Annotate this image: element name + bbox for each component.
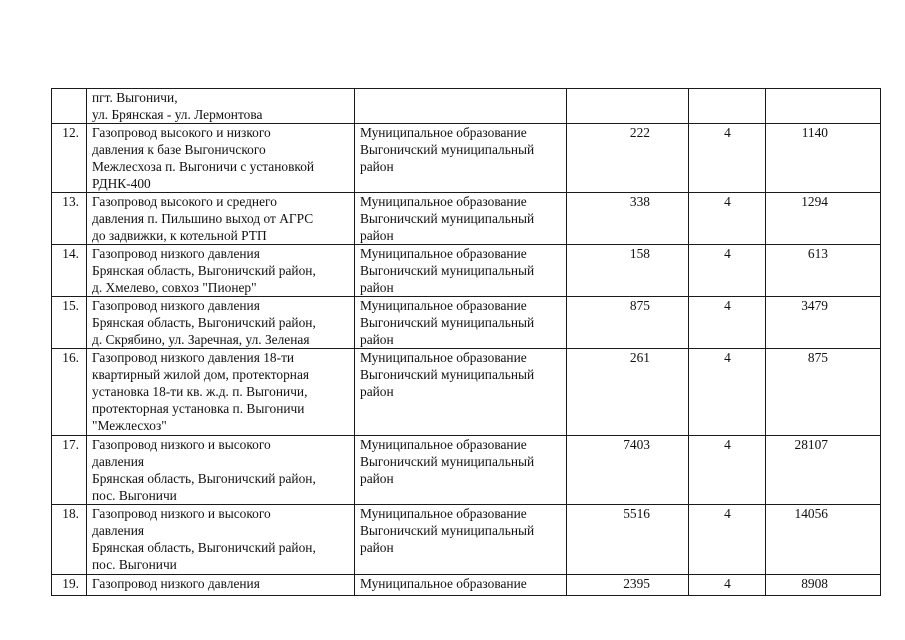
object-name-cell bbox=[87, 245, 355, 297]
object-name-cell bbox=[87, 349, 355, 436]
table-row bbox=[52, 193, 881, 245]
owner-cell bbox=[355, 349, 567, 436]
table-row bbox=[52, 245, 881, 297]
object-name-cell bbox=[87, 436, 355, 505]
owner-line: Муниципальное образование bbox=[360, 246, 527, 261]
table-row bbox=[52, 505, 881, 575]
category-cell: 4 bbox=[689, 297, 766, 349]
row-number-cell: 17. bbox=[52, 436, 87, 505]
object-name-line: протекторная установка п. Выгоничи bbox=[92, 401, 305, 416]
owner-line: Муниципальное образование bbox=[360, 576, 527, 591]
object-name-line: д. Скрябино, ул. Заречная, ул. Зеленая bbox=[92, 332, 310, 347]
value-cell: 1140 bbox=[766, 124, 881, 193]
value-cell: 1294 bbox=[766, 193, 881, 245]
owner-cell bbox=[355, 436, 567, 505]
object-name-cell bbox=[87, 297, 355, 349]
length-cell: 158 bbox=[567, 245, 689, 297]
owner-cell bbox=[355, 297, 567, 349]
object-name-line: пос. Выгоничи bbox=[92, 488, 177, 503]
owner-line: Выгоничский муниципальный bbox=[360, 523, 535, 538]
length-cell: 2395 bbox=[567, 575, 689, 596]
object-name-line: установка 18-ти кв. ж.д. п. Выгоничи, bbox=[92, 384, 308, 399]
owner-line: Выгоничский муниципальный bbox=[360, 211, 535, 226]
owner-line: Муниципальное образование bbox=[360, 350, 527, 365]
object-name-line: д. Хмелево, совхоз "Пионер" bbox=[92, 280, 257, 295]
object-name-line: давления bbox=[92, 523, 145, 538]
owner-line: Муниципальное образование bbox=[360, 194, 527, 209]
value-cell: 28107 bbox=[766, 436, 881, 505]
row-number-cell: 12. bbox=[52, 124, 87, 193]
row-number-cell bbox=[52, 89, 87, 124]
object-name-line: пгт. Выгоничи, bbox=[92, 90, 178, 105]
owner-line: район bbox=[360, 384, 394, 399]
object-name-line: Брянская область, Выгоничский район, bbox=[92, 315, 316, 330]
table-row bbox=[52, 436, 881, 505]
table-row bbox=[52, 297, 881, 349]
table-row bbox=[52, 89, 881, 124]
object-name-line: пос. Выгоничи bbox=[92, 557, 177, 572]
category-cell: 4 bbox=[689, 436, 766, 505]
object-name-line: до задвижки, к котельной РТП bbox=[92, 228, 267, 243]
value-cell: 875 bbox=[766, 349, 881, 436]
owner-line: Муниципальное образование bbox=[360, 125, 527, 140]
owner-line: Выгоничский муниципальный bbox=[360, 263, 535, 278]
length-cell: 338 bbox=[567, 193, 689, 245]
object-name-line: "Межлесхоз" bbox=[92, 418, 167, 433]
value-cell: 613 bbox=[766, 245, 881, 297]
owner-cell bbox=[355, 245, 567, 297]
table-body bbox=[52, 89, 881, 596]
length-cell: 7403 bbox=[567, 436, 689, 505]
table-row bbox=[52, 575, 881, 596]
category-cell: 4 bbox=[689, 193, 766, 245]
row-number-cell: 15. bbox=[52, 297, 87, 349]
owner-line: район bbox=[360, 332, 394, 347]
object-name-line: Газопровод низкого давления bbox=[92, 576, 260, 591]
owner-line: Муниципальное образование bbox=[360, 298, 527, 313]
object-name-cell bbox=[87, 505, 355, 575]
object-name-line: Брянская область, Выгоничский район, bbox=[92, 263, 316, 278]
category-cell: 4 bbox=[689, 349, 766, 436]
row-number-cell: 14. bbox=[52, 245, 87, 297]
row-number-cell: 16. bbox=[52, 349, 87, 436]
object-name-line: Межлесхоза п. Выгоничи с установкой bbox=[92, 159, 315, 174]
owner-line: Муниципальное образование bbox=[360, 437, 527, 452]
owner-cell bbox=[355, 89, 567, 124]
object-name-cell bbox=[87, 575, 355, 596]
row-number-cell: 18. bbox=[52, 505, 87, 575]
object-name-cell bbox=[87, 89, 355, 124]
object-name-line: Газопровод низкого и высокого bbox=[92, 437, 271, 452]
object-name-cell bbox=[87, 124, 355, 193]
object-name-line: Газопровод низкого давления 18-ти bbox=[92, 350, 295, 365]
category-cell: 4 bbox=[689, 124, 766, 193]
length-cell: 261 bbox=[567, 349, 689, 436]
category-cell bbox=[689, 89, 766, 124]
owner-line: район bbox=[360, 228, 394, 243]
length-cell: 875 bbox=[567, 297, 689, 349]
object-name-line: давления к базе Выгоничского bbox=[92, 142, 266, 157]
object-name-line: Брянская область, Выгоничский район, bbox=[92, 540, 316, 555]
object-name-line: Газопровод низкого давления bbox=[92, 246, 260, 261]
object-name-cell bbox=[87, 193, 355, 245]
owner-line: Выгоничский муниципальный bbox=[360, 315, 535, 330]
category-cell: 4 bbox=[689, 575, 766, 596]
category-cell: 4 bbox=[689, 505, 766, 575]
owner-cell bbox=[355, 505, 567, 575]
owner-cell bbox=[355, 124, 567, 193]
pipeline-registry-table bbox=[51, 88, 881, 596]
owner-line: Выгоничский муниципальный bbox=[360, 454, 535, 469]
length-cell: 5516 bbox=[567, 505, 689, 575]
object-name-line: квартирный жилой дом, протекторная bbox=[92, 367, 310, 382]
object-name-line: давления bbox=[92, 454, 145, 469]
table-row bbox=[52, 124, 881, 193]
value-cell: 3479 bbox=[766, 297, 881, 349]
object-name-line: РДНК-400 bbox=[92, 176, 151, 191]
owner-line: Выгоничский муниципальный bbox=[360, 367, 535, 382]
length-cell: 222 bbox=[567, 124, 689, 193]
object-name-line: Газопровод низкого и высокого bbox=[92, 506, 271, 521]
row-number-cell: 19. bbox=[52, 575, 87, 596]
value-cell: 14056 bbox=[766, 505, 881, 575]
owner-line: Муниципальное образование bbox=[360, 506, 527, 521]
owner-line: район bbox=[360, 159, 394, 174]
owner-cell bbox=[355, 575, 567, 596]
category-cell: 4 bbox=[689, 245, 766, 297]
owner-line: район bbox=[360, 280, 394, 295]
object-name-line: Брянская область, Выгоничский район, bbox=[92, 471, 316, 486]
owner-line: Выгоничский муниципальный bbox=[360, 142, 535, 157]
owner-line: район bbox=[360, 471, 394, 486]
table-row bbox=[52, 349, 881, 436]
object-name-line: Газопровод высокого и низкого bbox=[92, 125, 271, 140]
length-cell bbox=[567, 89, 689, 124]
object-name-line: Газопровод низкого давления bbox=[92, 298, 260, 313]
object-name-line: давления п. Пильшино выход от АГРС bbox=[92, 211, 314, 226]
value-cell: 8908 bbox=[766, 575, 881, 596]
value-cell bbox=[766, 89, 881, 124]
object-name-line: ул. Брянская - ул. Лермонтова bbox=[92, 107, 263, 122]
object-name-line: Газопровод высокого и среднего bbox=[92, 194, 277, 209]
owner-cell bbox=[355, 193, 567, 245]
row-number-cell: 13. bbox=[52, 193, 87, 245]
owner-line: район bbox=[360, 540, 394, 555]
